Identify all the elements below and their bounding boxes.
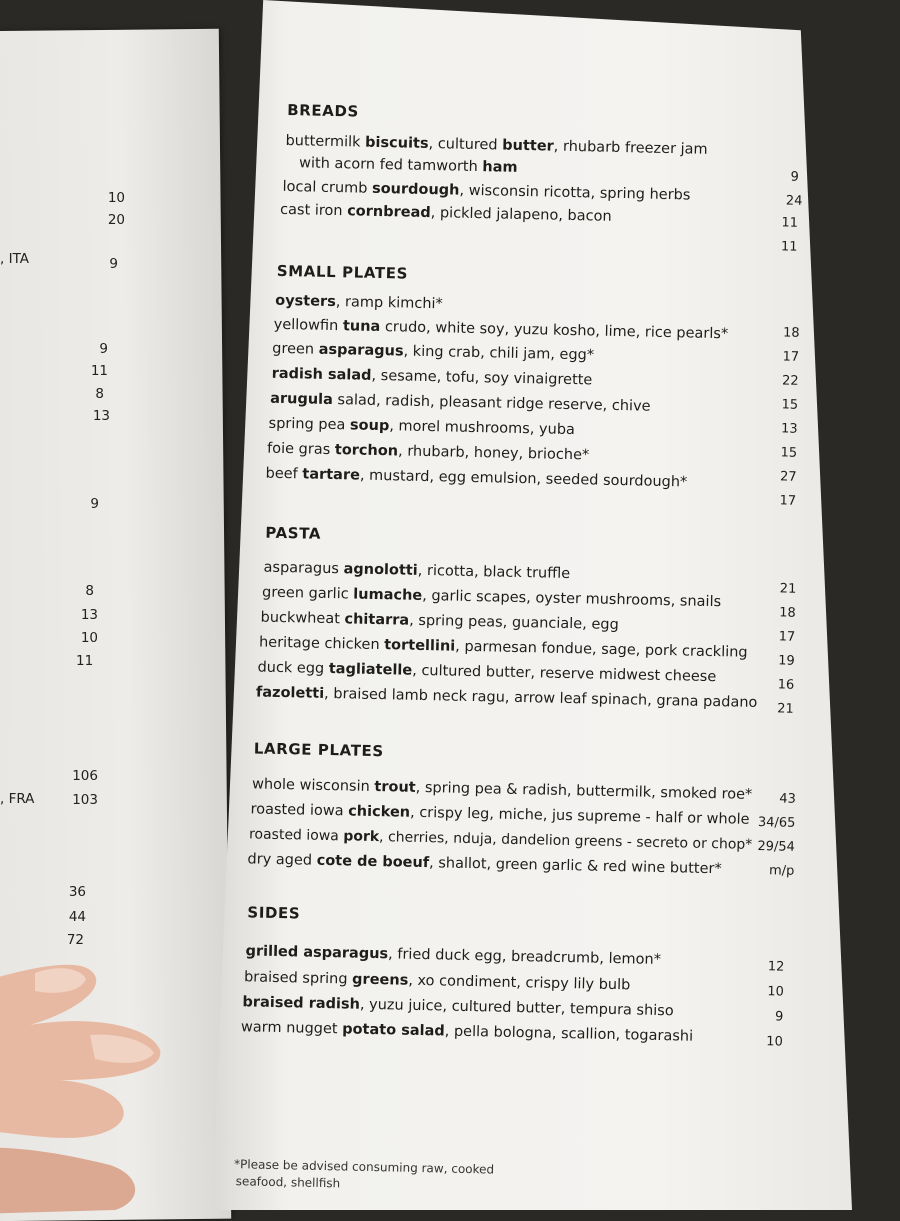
left-price: 9 — [109, 256, 118, 272]
menu-item: braised radish, yuzu juice, cultured butter, tempura shiso — [242, 994, 674, 1020]
menu-item: grilled asparagus, fried duck egg, breadcrumb, lemon* — [245, 943, 662, 969]
left-price: 9 — [99, 341, 108, 357]
menu-item: braised spring greens, xo condiment, crispy lily bulb — [243, 969, 631, 994]
menu-item: buttermilk biscuits, cultured butter, rhubarb freezer jam — [285, 132, 708, 158]
item-price: 16 — [777, 677, 795, 693]
left-price: 10 — [107, 190, 125, 206]
menu-item: duck egg tagliatelle, cultured butter, reserve midwest cheese — [257, 659, 717, 686]
footnote-line: seafood, shellfish — [235, 1174, 341, 1191]
item-price: 22 — [781, 373, 799, 389]
left-price: 8 — [85, 583, 94, 599]
item-price: 9 — [774, 1009, 784, 1025]
hand-image — [0, 955, 210, 1215]
item-price: 11 — [781, 215, 799, 231]
left-price: 72 — [66, 932, 84, 948]
item-price: 17 — [782, 349, 800, 365]
item-price: 10 — [767, 984, 785, 1000]
section-title-pasta: PASTA — [265, 523, 322, 543]
menu-item: arugula salad, radish, pleasant ridge reserve, chive — [269, 390, 651, 415]
menu-item: fazoletti, braised lamb neck ragu, arrow leaf spinach, grana padano — [255, 684, 758, 711]
left-price: 11 — [76, 653, 94, 669]
left-price: 106 — [72, 768, 98, 784]
left-price: 8 — [95, 386, 104, 402]
menu-item: local crumb sourdough, wisconsin ricotta, spring herbs — [282, 178, 691, 204]
item-price: 21 — [779, 581, 797, 597]
menu-item: spring pea soup, morel mushrooms, yuba — [268, 415, 576, 439]
section-title-small-plates: SMALL PLATES — [276, 261, 409, 283]
menu-item: beef tartare, mustard, egg emulsion, seeded sourdough* — [265, 465, 688, 491]
left-price: 13 — [92, 408, 110, 424]
section-title-breads: BREADS — [287, 101, 360, 121]
menu-item: buckwheat chitarra, spring peas, guanciale, egg — [260, 609, 619, 634]
item-price: 17 — [778, 629, 796, 645]
menu-item: yellowfin tuna crudo, white soy, yuzu kosho, lime, rice pearls* — [273, 316, 729, 343]
menu-item: foie gras torchon, rhubarb, honey, brioche* — [266, 440, 590, 464]
item-price: 34/65 — [757, 815, 796, 831]
item-price: 27 — [779, 469, 797, 485]
left-price: 36 — [68, 884, 86, 900]
item-price: 15 — [781, 397, 799, 413]
menu-item: warm nugget potato salad, pella bologna, scallion, togarashi — [240, 1019, 694, 1045]
item-price: 43 — [779, 791, 797, 807]
item-price: 11 — [780, 239, 798, 255]
item-price: 9 — [790, 169, 800, 185]
section-title-large-plates: LARGE PLATES — [253, 739, 384, 761]
footnote-line: *Please be advised consuming raw, cooked — [233, 1157, 495, 1177]
left-label: , ITA — [0, 251, 29, 267]
left-price: 44 — [68, 909, 86, 925]
item-price: 17 — [779, 493, 797, 509]
left-price: 11 — [90, 363, 108, 379]
menu-item: oysters, ramp kimchi* — [275, 292, 443, 313]
menu-item: heritage chicken tortellini, parmesan fondue, sage, pork crackling — [258, 634, 748, 661]
section-title-sides: SIDES — [247, 903, 301, 923]
item-price: 12 — [767, 959, 785, 975]
item-price: 18 — [779, 605, 796, 621]
menu-item: cast iron cornbread, pickled jalapeno, bacon — [279, 201, 612, 225]
menu-item: dry aged cote de boeuf, shallot, green garlic & red wine butter* — [247, 851, 722, 878]
item-price: 29/54 — [757, 839, 796, 855]
left-price: 103 — [72, 792, 98, 808]
item-price: 13 — [780, 421, 798, 437]
menu-item: green garlic lumache, garlic scapes, oyster mushrooms, snails — [261, 584, 722, 611]
menu-item: roasted iowa chicken, crispy leg, miche, jus supreme - half or whole — [250, 801, 750, 828]
menu-item: asparagus agnolotti, ricotta, black truffle — [263, 559, 571, 583]
menu-item: roasted iowa pork, cherries, nduja, dandelion greens - secreto or chop* — [248, 826, 753, 853]
menu-item: green asparagus, king crab, chili jam, egg* — [272, 340, 595, 364]
menu-item: radish salad, sesame, tofu, soy vinaigrette — [271, 365, 593, 389]
item-price: 21 — [777, 701, 794, 717]
item-price: m/p — [768, 863, 795, 879]
menu-item: whole wisconsin trout, spring pea & radish, buttermilk, smoked roe* — [251, 776, 753, 803]
left-price: 20 — [107, 212, 125, 228]
left-price: 10 — [80, 630, 98, 646]
item-price: 15 — [780, 445, 798, 461]
left-price: 9 — [90, 496, 99, 512]
menu-item: with acorn fed tamworth ham — [298, 155, 518, 176]
left-price: 13 — [80, 607, 98, 623]
item-price: 10 — [766, 1034, 783, 1050]
item-price: 18 — [782, 325, 800, 341]
item-price: 24 — [785, 193, 803, 209]
left-label: , FRA — [0, 791, 35, 807]
item-price: 19 — [778, 653, 795, 669]
